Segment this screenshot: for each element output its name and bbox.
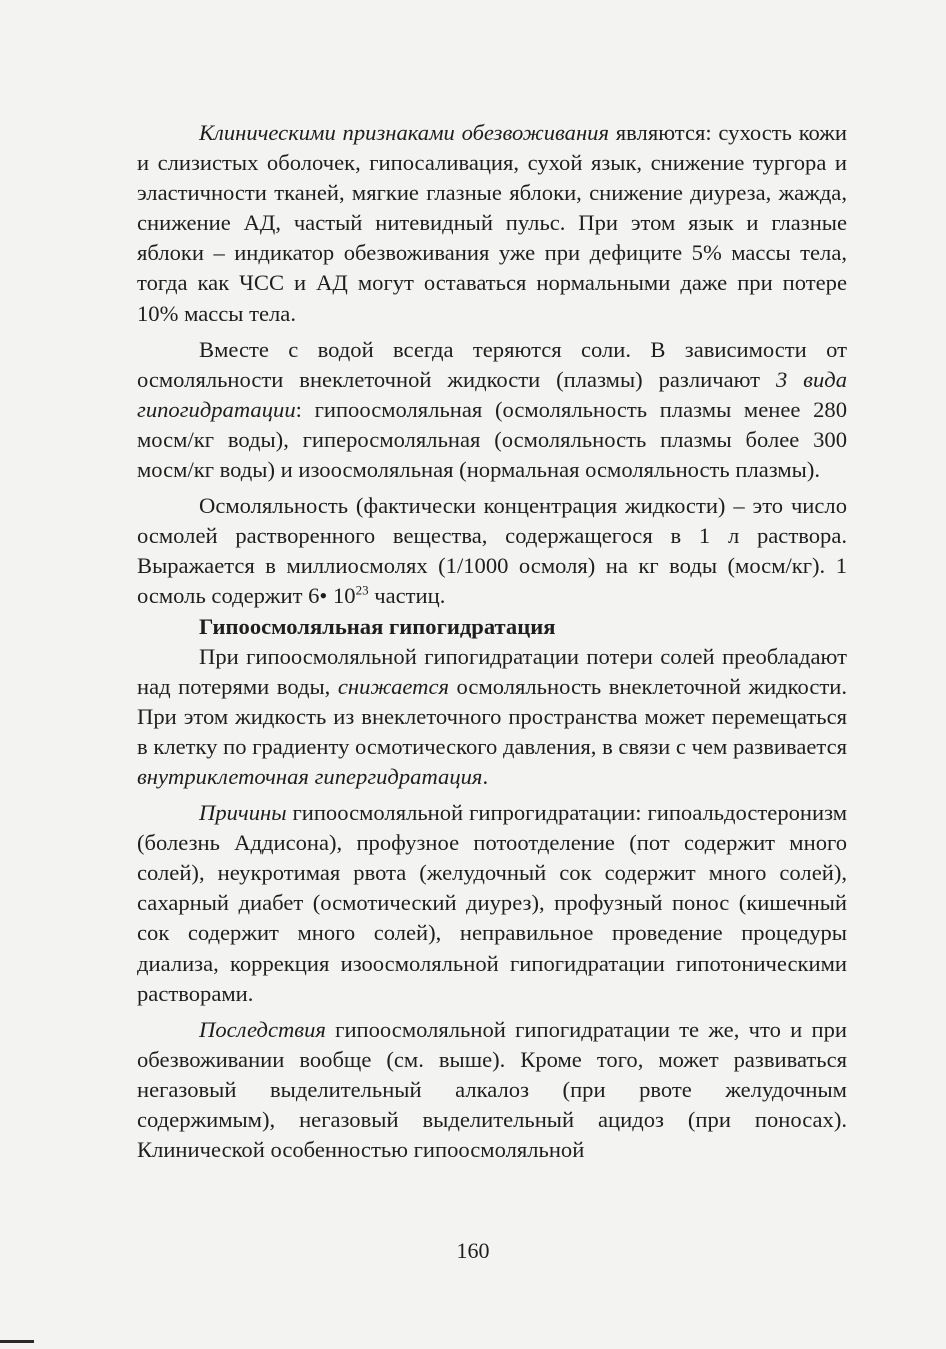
term-causes: Причины (199, 800, 287, 826)
paragraph-hypohydration-types (137, 335, 847, 485)
text-run: частиц. (368, 583, 446, 609)
term-decreases: снижается (337, 673, 449, 699)
text-run: При гипоосмоляльной гипогидратации потери солей преобладают над потерями воды, (137, 643, 847, 699)
paragraph-hypoosmolal-mechanism (137, 642, 847, 792)
paragraph-consequences (137, 1015, 847, 1165)
term-three-types: 3 вида гипогидратации (137, 366, 847, 422)
paragraph-causes (137, 798, 847, 1009)
scan-edge-mark (0, 1340, 34, 1343)
text-run: Осмоляльность (фактически концентрация жидкости) – это число осмолей растворенного вещества, содержащегося в 1 л раствора. Выражается в миллиосмолях (1/1000 осмоля) на кг воды (мосм/кг). 1 осмоль содержит 6• 10 (137, 493, 847, 609)
term-intracellular-hyperhydration: внутриклеточная гипергидратация (137, 763, 483, 789)
text-run: Вместе с водой всегда теряются соли. В зависимости от осмоляльности внеклеточной жидкости (плазмы) различают (137, 336, 847, 392)
text-run: гипоосмоляльной гипогидратации те же, что и при обезвоживании вообще (см. выше). Кроме того, может развиваться негазовый выделительный алкалоз (при рвоте желудочным содержимым), негазовый выделительный ацидоз (при поносах). Клинической особенностью гипоосмоляльной (137, 1016, 847, 1163)
term-clinical-signs: Клиническими признаками обезвоживания (199, 120, 609, 145)
text-run: . (482, 763, 489, 789)
term-consequences: Последствия (199, 1016, 326, 1042)
paragraph-dehydration-signs (137, 118, 847, 329)
text-run: гипоосмоляльной гипрогидратации: гипоальдостеронизм (болезнь Аддисона), профузное потоотделение (пот содержит много солей), неукротимая рвота (желудочный сок содержит много солей), сахарный диабет (осмотический диурез), профузный понос (кишечный сок содержит много солей), неправильное проведение процедуры диализа, коррекция изоосмоляльной гипогидратации гипотоническими растворами. (137, 800, 847, 1006)
text-run: : гипоосмоляльная (осмоляльность плазмы менее 280 мосм/кг воды), гиперосмоляльная (осмоляльность плазмы более 300 мосм/кг воды) и изоосмоляльная (нормальная осмоляльность плазмы). (137, 396, 847, 483)
text-run: осмоляльность внеклеточной жидкости. При этом жидкость из внеклеточного пространства может перемещаться в клетку по градиенту осмотического давления, в связи с чем развивается (137, 673, 847, 759)
page-body (137, 118, 847, 1165)
text-run: являются: сухость кожи и слизистых оболочек, гипосаливация, сухой язык, снижение тургора и эластичности тканей, мягкие глазные яблоки, снижение диуреза, жажда, снижение АД, частый нитевидный пульс. При этом язык и глазные яблоки – индикатор обезвоживания уже при дефиците 5% массы тела, тогда как ЧСС и АД могут оставаться нормальными даже при потере 10% массы тела. (137, 120, 847, 326)
exponent: 23 (355, 582, 369, 598)
section-heading: Гипоосмоляльная гипогидратация (199, 613, 556, 639)
paragraph-osmolality-definition (137, 491, 847, 611)
page-number: 160 (456, 1238, 490, 1263)
